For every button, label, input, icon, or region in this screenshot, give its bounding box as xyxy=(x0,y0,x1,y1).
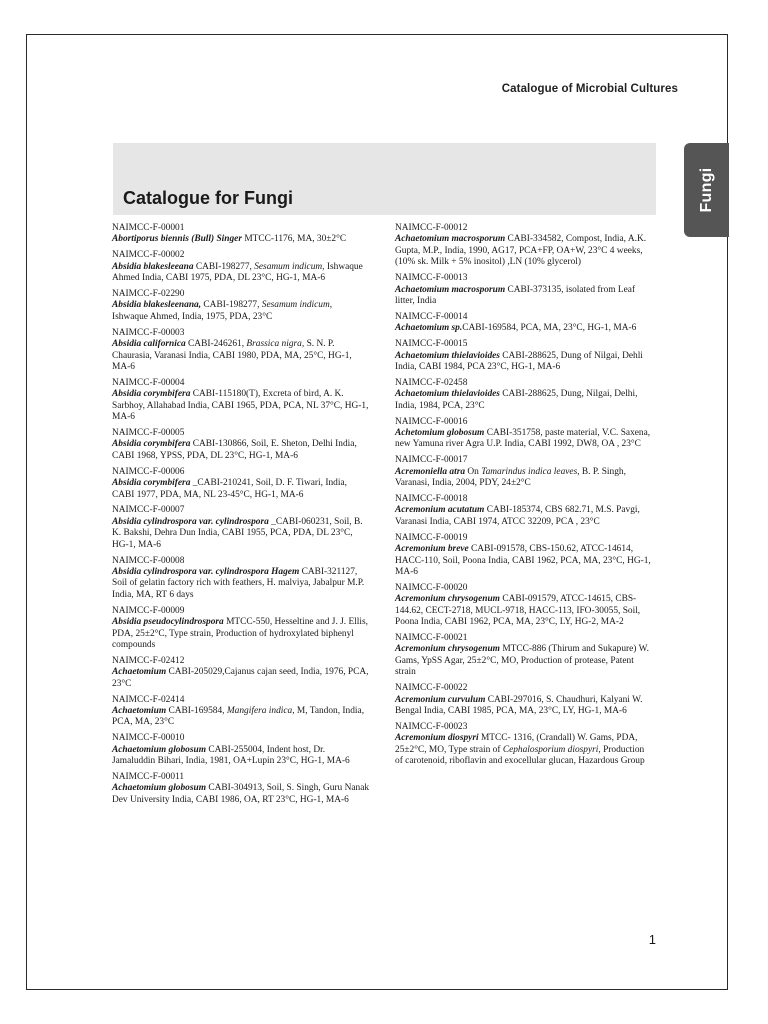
entry-details-continued: Production of carotenoid, riboflavin and exocellular glucan, Hazardous Group xyxy=(395,744,645,767)
entry-details: MTCC- 1316, (Crandall) W. Gams, PDA, 25±2°C, MO, Type strain of xyxy=(395,733,638,755)
entry-organism-name: Absidia corymbifera xyxy=(112,478,191,489)
page-number: 1 xyxy=(648,932,656,947)
running-header: Catalogue of Microbial Cultures xyxy=(501,83,678,95)
entry-accession-id: NAIMCC-F-00003 xyxy=(112,327,185,338)
catalogue-entry xyxy=(395,273,653,307)
entry-accession-id: NAIMCC-F-00014 xyxy=(395,311,468,322)
entry-organism-name: Achetomium globosum xyxy=(395,428,485,438)
entry-accession-id: NAIMCC-F-00004 xyxy=(112,377,185,388)
entry-accession-id: NAIMCC-F-00021 xyxy=(395,633,468,643)
entry-details: _CABI-210241, Soil, D. F. Tiwari, India, CABI 1977, PDA, MA, NL 23-45°C, HG-1, MA-6 xyxy=(112,478,347,500)
catalogue-entry xyxy=(395,223,653,269)
entry-details: CABI-297016, S. Chaudhuri, Kalyani W. Bengal India, CABI 1985, PCA, MA, 23°C, LY, HG-1, MA-6 xyxy=(395,694,643,716)
entry-details: CABI-288625, Dung, Nilgai, Delhi, India, 1984, PCA, 23°C xyxy=(395,389,638,411)
catalogue-entry xyxy=(395,339,653,373)
entry-details: CABI-288625, Dung of Nilgai, Dehli India, CABI 1984, PCA 23°C, HG-1, MA-6 xyxy=(395,350,643,372)
entry-accession-id: NAIMCC-F-00009 xyxy=(112,605,185,616)
entry-accession-id: NAIMCC-F-00023 xyxy=(395,721,468,732)
left-column xyxy=(112,223,370,811)
entry-details-continued: B. P. Singh, Varanasi, India, 2004, PDY, 24±2°C xyxy=(395,466,626,489)
entry-organism-name: Absidia blakesleenana, xyxy=(112,300,202,311)
entry-organism-name: Achaetomium macrosporum xyxy=(395,234,506,245)
entry-organism-name: Acremoniella atra xyxy=(395,466,466,477)
catalogue-entry xyxy=(395,417,653,451)
entry-accession-id: NAIMCC-F-00015 xyxy=(395,339,468,350)
entry-accession-id: NAIMCC-F-02414 xyxy=(112,694,185,705)
entry-details: MTCC-550, Hesseltine and J. J. Ellis, PDA, 25±2°C, Type strain, Production of hydroxylated biphenyl compounds xyxy=(112,617,368,650)
entry-accession-id: NAIMCC-F-00008 xyxy=(112,555,185,566)
entry-accession-id: NAIMCC-F-00016 xyxy=(395,416,468,427)
catalogue-entry xyxy=(395,455,653,489)
entry-organism-name: Acremonium curvulum xyxy=(395,694,486,705)
right-column xyxy=(395,223,653,772)
catalogue-entry xyxy=(395,633,653,679)
catalogue-entry xyxy=(395,312,653,335)
entry-organism-name: Absidia cylindrospora var. cylindrospora xyxy=(112,516,269,527)
catalogue-entry xyxy=(112,467,370,501)
entry-details-continued: Ishwaque Ahmed India, CABI 1975, PDA, DL 23°C, HG-1, MA-6 xyxy=(112,261,363,284)
entry-host-name: Mangifera indica, xyxy=(226,705,295,716)
entry-accession-id: NAIMCC-F-00006 xyxy=(112,466,185,477)
entry-accession-id: NAIMCC-F-00013 xyxy=(395,273,468,284)
catalogue-entry xyxy=(395,533,653,579)
entry-details: CABI-185374, CBS 682.71, M.S. Pavgi, Varanasi India, CABI 1974, ATCC 32209, PCA , 23°C xyxy=(395,505,640,527)
entry-accession-id: NAIMCC-F-00012 xyxy=(395,223,468,233)
entry-host-name: Tamarindus indica leaves, xyxy=(481,466,580,477)
entry-accession-id: NAIMCC-F-02412 xyxy=(112,655,185,666)
catalogue-entry xyxy=(112,250,370,284)
entry-details: MTCC-886 (Thirum and Sukapure) W. Gams, YpSS Agar, 25±2°C, MO, Production of protease, Patent strain xyxy=(395,644,649,678)
entry-accession-id: NAIMCC-F-00002 xyxy=(112,250,185,261)
entry-details: CABI-169584, xyxy=(166,705,227,716)
entry-organism-name: Absidia corymbifera xyxy=(112,389,191,400)
entry-organism-name: Achaetomium thielavioides xyxy=(395,350,500,361)
entry-organism-name: Absidia cylindrospora var. cylindrospora Hagem xyxy=(112,566,300,577)
entry-accession-id: NAIMCC-F-00005 xyxy=(112,428,185,438)
entry-organism-name: Absidia pseudocylindrospora xyxy=(112,617,224,628)
entry-organism-name: Achaetomium globosum xyxy=(112,744,207,755)
entry-organism-name: Acremonium breve xyxy=(395,544,469,555)
entry-organism-name: Acremonium diospyri xyxy=(395,733,479,744)
entry-host-name: Brassica nigra, xyxy=(246,339,305,350)
catalogue-entry xyxy=(112,505,370,551)
entry-details: CABI-198277, xyxy=(201,300,262,311)
entry-accession-id: NAIMCC-F-00007 xyxy=(112,505,185,516)
entry-organism-name: Achaetomium xyxy=(112,667,167,678)
entry-details: CABI-115180(T), Excreta of bird, A. K. Sarbhoy, Allahabad India, CABI 1965, PDA, PCA, NL 37°C, HG-1, MA-6 xyxy=(112,389,369,423)
entry-details: CABI-334582, Compost, India, A.K. Gupta, M.P., India, 1990, AG17, PCA+FP, OA+W, 23°C 4 weeks, (10% sk. Milk + 5% inositol) ,LN (10% glycerol) xyxy=(395,234,647,268)
page-title: Catalogue for Fungi xyxy=(123,188,293,208)
entry-organism-name: Absidia corymbifera xyxy=(112,439,191,450)
entry-details: CABI-091579, ATCC-14615, CBS-144.62, CECT-2718, MUCL-9718, HACC-113, IFO-30055, Soil, Poona India, CABI 1962, PCA, MA, 23°C, LY, HG-2, MA-2 xyxy=(395,594,641,628)
catalogue-entry xyxy=(112,428,370,462)
entry-details: CABI-321127, Soil of gelatin factory rich with feathers, H. malviya, Jabalpur M.P. India, MA, RT 6 days xyxy=(112,566,365,600)
entry-details: CABI-246261, xyxy=(185,339,247,350)
entry-details: MTCC-1176, MA, 30±2°C xyxy=(242,234,347,245)
catalogue-entry xyxy=(112,656,370,690)
entry-details: CABI-255004, Indent host, Dr. Jamaluddin Bihari, India, 1981, OA+Lupin 23°C, HG-1, MA-6 xyxy=(112,744,350,767)
entry-details: _CABI-060231, Soil, B. K. Bakshi, Dehra Dun India, CABI 1955, PCA, PDA, DL 23°C, HG-1, MA-6 xyxy=(112,516,363,550)
entry-accession-id: NAIMCC-F-00022 xyxy=(395,683,468,694)
entry-details: CABI-130866, Soil, E. Sheton, Delhi India, CABI 1968, YPSS, PDA, DL 23°C, HG-1, MA-6 xyxy=(112,439,357,461)
catalogue-entry xyxy=(112,289,370,323)
side-tab xyxy=(684,143,729,237)
catalogue-entry xyxy=(112,328,370,374)
entry-organism-name: Absidia blakesleeana xyxy=(112,261,194,272)
entry-organism-name: Achaetomium macrosporum xyxy=(395,284,506,295)
entry-host-name: Cephalosporium diospyri, xyxy=(502,744,601,755)
catalogue-entry xyxy=(395,583,653,629)
entry-details: On xyxy=(465,466,482,477)
entry-details: CABI-205029,Cajanus cajan seed, India, 1976, PCA, 23°C xyxy=(112,667,369,689)
entry-organism-name: Achaetomium globosum xyxy=(112,783,207,794)
catalogue-entry xyxy=(112,223,370,246)
catalogue-entry xyxy=(112,378,370,424)
catalogue-entry xyxy=(112,556,370,602)
entry-details-continued: Ishwaque Ahmed, India, 1975, PDA, 23°C xyxy=(112,311,273,322)
catalogue-entry xyxy=(112,772,370,806)
title-band xyxy=(113,143,656,215)
entry-host-name: Sesamum indicum, xyxy=(254,261,325,272)
catalogue-entry xyxy=(112,695,370,729)
entry-accession-id: NAIMCC-F-00017 xyxy=(395,455,468,466)
catalogue-entry xyxy=(112,606,370,652)
entry-details: CABI-351758, paste material, V.C. Saxena, new Yamuna river Agra U.P. India, CABI 1992, DW8, OA , 23°C xyxy=(395,428,651,450)
catalogue-entry xyxy=(395,683,653,717)
side-tab-label: Fungi xyxy=(697,167,715,213)
catalogue-entry xyxy=(112,733,370,767)
entry-organism-name: Acremonium chrysogenum xyxy=(395,644,500,655)
entry-details: CABI-304913, Soil, S. Singh, Guru Nanak Dev University India, CABI 1986, OA, RT 23°C, HG-1, MA-6 xyxy=(112,783,370,805)
entry-organism-name: Achaetomium xyxy=(112,705,167,716)
entry-details: CABI-091578, CBS-150.62, ATCC-14614, HACC-110, Soil, Poona India, CABI 1962, PCA, MA, 23°C, HG-1, MA-6 xyxy=(395,544,651,577)
catalogue-entry xyxy=(395,378,653,412)
entry-details: CABI-198277, xyxy=(193,261,255,272)
catalogue-entry xyxy=(395,494,653,528)
entry-organism-name: Acremonium chrysogenum xyxy=(395,594,500,605)
entry-accession-id: NAIMCC-F-00010 xyxy=(112,733,185,744)
entry-details-continued: M, Tandon, India, PCA, MA, 23°C xyxy=(112,705,365,728)
entry-organism-name: Achaetomium sp. xyxy=(395,323,463,334)
entry-organism-name: Achaetomium thielavioides xyxy=(395,389,500,400)
entry-details-continued: S. N. P. Chaurasia, Varanasi India, CABI 1980, PDA, MA, 25°C, HG-1, MA-6 xyxy=(112,339,352,372)
catalogue-entry xyxy=(395,722,653,768)
entry-accession-id: NAIMCC-F-00001 xyxy=(112,223,185,233)
entry-organism-name: Absidia californica xyxy=(112,339,186,350)
entry-organism-name: Abortiporus biennis (Bull) Singer xyxy=(112,234,242,245)
entry-accession-id: NAIMCC-F-02458 xyxy=(395,377,468,388)
entry-accession-id: NAIMCC-F-02290 xyxy=(112,289,185,300)
entry-accession-id: NAIMCC-F-00020 xyxy=(395,582,468,593)
entry-accession-id: NAIMCC-F-00019 xyxy=(395,532,468,543)
entry-details: CABI-373135, isolated from Leaf litter, India xyxy=(395,284,636,306)
entry-organism-name: Acremonium acutatum xyxy=(395,505,485,516)
entry-details: CABI-169584, PCA, MA, 23°C, HG-1, MA-6 xyxy=(462,323,637,334)
entry-host-name: Sesamum indicum, xyxy=(261,300,333,311)
entry-accession-id: NAIMCC-F-00018 xyxy=(395,494,468,505)
entry-accession-id: NAIMCC-F-00011 xyxy=(112,771,185,782)
